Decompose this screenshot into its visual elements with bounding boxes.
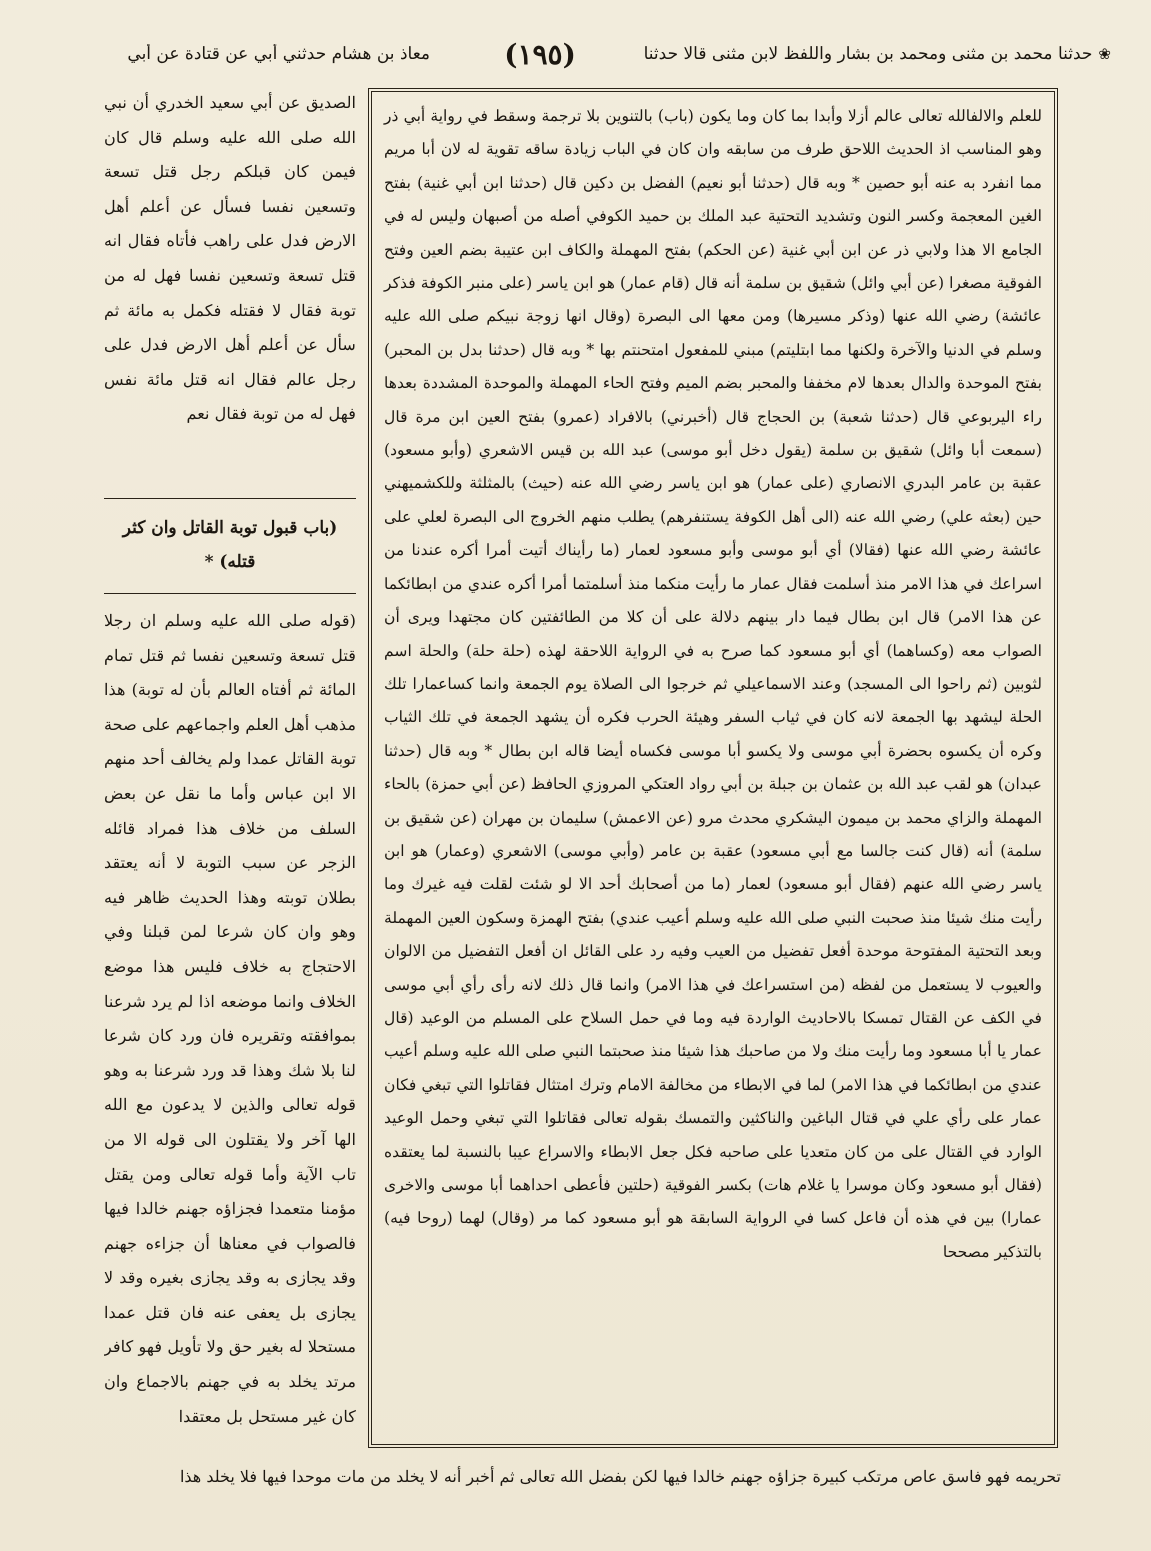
commentary-frame — [368, 88, 1058, 1448]
margin-column — [104, 40, 356, 1460]
flower-ornament-icon: ❀ — [1098, 45, 1111, 63]
header-hadith-text — [571, 44, 1111, 64]
margin-divider — [104, 498, 356, 499]
margin-divider — [104, 593, 356, 594]
header-left-text: معاذ بن هشام حدثني أبي عن قتادة عن أبي — [127, 44, 430, 64]
margin-commentary-text: (قوله صلى الله عليه وسلم ان رجلا قتل تسعة وتسعين نفسا ثم قتل تمام المائة ثم أفتاه العالم بأن له توبة) هذا مذهب أهل العلم واجماعهم على صحة توبة القاتل عمدا ولم يخالف أحد منهم الا ابن عباس وأما ما نقل عن بعض السلف من خلاف هذا فمراد قائله الزجر عن سبب التوبة لا أنه يعتقد بطلان توبته وهذا الحديث ظاهر فيه وهو وان كان شرعا لمن قبلنا وفي الاحتجاج به خلاف فليس هذا موضع الخلاف وانما موضعه اذا لم يرد شرعنا بموافقته وتقريره فان ورد كان شرعا لنا بلا شك وهذا قد ورد شرعنا به وهو قوله تعالى والذين لا يدعون مع الله الها آخر ولا يقتلون الى قوله الا من تاب الآية وأما قوله تعالى ومن يقتل مؤمنا متعمدا فجزاؤه جهنم خالدا فيها فالصواب في معناها أن جزاءه جهنم وقد يجازى به وقد يجازى بغيره وقد لا يجازى بل يعفى عنه فان قتل عمدا مستحلا له بغير حق ولا تأويل فهو كافر مرتد يخلد به في جهنم بالاجماع وان كان غير مستحل بل معتقدا — [104, 611, 356, 1426]
footer-continuation-line: تحريمه فهو فاسق عاص مرتكب كبيرة جزاؤه جهنم خالدا فيها لكن بفضل الله تعالى ثم أخبر أنه لا يخلد من مات موحدا فيها فلا يخلد هذا — [179, 1467, 1061, 1486]
commentary-column — [384, 100, 1042, 1269]
header-right-text: حدثنا محمد بن مثنى ومحمد بن بشار واللفظ لابن مثنى قالا حدثنا — [643, 44, 1093, 64]
chapter-title: (باب قبول توبة القاتل وان كثر قتله) * — [122, 518, 338, 572]
margin-hadith-text: الصديق عن أبي سعيد الخدري أن نبي الله صلى الله عليه وسلم قال كان فيمن كان قبلكم رجل قتل تسعة وتسعين نفسا فسأل عن أعلم أهل الارض فدل على راهب فأتاه فقال انه قتل تسعة وتسعين نفسا فهل له من توبة فقال لا فقتله فكمل به مائة ثم سأل عن أعلم أهل الارض فدل على رجل عالم فقال انه قتل مائة نفس فهل له من توبة فقال نعم — [104, 93, 356, 424]
commentary-paragraph: للعلم والالفالله تعالى عالم أزلا وأبدا بما كان وما يكون (باب) بالتنوين بلا ترجمة وسقط في رواية أبي ذر وهو المناسب اذ الحديث اللاحق طرف من سابقه وان كان في الباب زيادة ساقه تقوية له لان أبا مريم مما انفرد به عنه أبو حصين * وبه قال (حدثنا أبو نعيم) الفضل بن دكين قال (حدثنا ابن أبي غنية) بفتح الغين المعجمة وكسر النون وتشديد التحتية عبد الملك بن حميد الكوفي أصله من أصبهان وليس له في الجامع الا هذا ولابي ذر عن ابن أبي غنية (عن الحكم) بفتح المهملة والكاف ابن عتيبة بضم العين وفتح الفوقية مصغرا (عن أبي وائل) شقيق بن سلمة أنه قال (قام عمار) هو ابن ياسر (على منبر الكوفة فذكر عائشة) رضي الله عنها (وذكر مسيرها) ومن معها الى البصرة (وقال انها زوجة نبيكم صلى الله عليه وسلم في الدنيا والآخرة ولكنها مما ابتليتم) مبني للمفعول امتحنتم بها * وبه قال (حدثنا بدل بن المحبر) بفتح الموحدة والدال بعدها لام مخففا والمحبر بضم الميم وفتح الحاء المهملة والموحدة المشددة بعدها راء اليربوعي قال (حدثنا شعبة) بن الحجاج قال (أخبرني) بالافراد (عمرو) بفتح العين ابن مرة قال (سمعت أبا وائل) شقيق بن سلمة (يقول دخل أبو موسى) عبد الله بن قيس الاشعري (وأبو مسعود) عقبة بن عامر البدري الانصاري (على عمار) هو ابن ياسر رضي الله عنه (حيث) بالمثلثة وللكشميهني حين (بعثه علي) رضي الله عنه (الى أهل الكوفة يستنفرهم) يطلب منهم الخروج الى البصرة لعلي على عائشة رضي الله عنها (فقالا) أي أبو موسى وأبو مسعود لعمار (ما رأيناك أتيت أمرا أكره عندنا من اسراعك في هذا الامر منذ أسلمت فقال عمار ما رأيت منكما منذ أسلمتما أمرا أكره عندي من ابطائكما عن هذا الامر) قال ابن بطال فيما دار بينهم دلالة على أن كلا من الطائفتين كان مجتهدا ويرى أن الصواب معه (وكساهما) أي أبو مسعود كما صرح به في الرواية اللاحقة لهذه (حلة حلة) والحلة اسم لثوبين (ثم راحوا الى المسجد) وعند الاسماعيلي ثم خرجوا الى الصلاة يوم الجمعة وانما كساعمارا تلك الحلة ليشهد بها الجمعة لانه كان في ثياب السفر وهيئة الحرب فكره أن يشهد الجمعة في تلك الثياب وكره أن يكسوه بحضرة أبي موسى ولا يكسو أبا موسى فكساه أيضا قاله ابن بطال * وبه قال (حدثنا عبدان) هو لقب عبد الله بن عثمان بن جبلة بن أبي رواد العتكي المروزي الحافظ (عن أبي حمزة) بالحاء المهملة والزاي محمد بن ميمون اليشكري محدث مرو (عن الاعمش) سليمان بن مهران (عن شقيق بن سلمة) أنه (قال كنت جالسا مع أبي مسعود) عقبة بن عامر (وأبي موسى) الاشعري (وعمار) هو ابن ياسر رضي الله عنهم (فقال أبو مسعود) لعمار (ما من أصحابك أحد الا لو شئت لقلت فيه غيرك وما رأيت منك شيئا منذ صحبت النبي صلى الله عليه وسلم أعيب عندي) بفتح الهمزة وسكون العين المهملة وبعد التحتية المفتوحة موحدة أفعل تفضيل من العيب وفيه رد على القائل ان أفعل التفضيل من الالوان والعيوب لا يستعمل من لفظه (من استسراعك في هذا الامر) وانما قال ذلك لانه رأى رأي أبي موسى في الكف عن القتال تمسكا بالاحاديث الواردة فيه وما في حمل السلاح على المسلم من الوعيد (قال عمار يا أبا مسعود وما رأيت منك ولا من صاحبك هذا شيئا منذ صحبتما النبي صلى الله عليه وسلم أعيب عندي من ابطائكما في هذا الامر) لما في الابطاء من مخالفة الامام وترك امتثال فقاتلوا التي تبغي فكان عمار على رأي علي في قتال الباغين والناكثين والتمسك بقوله تعالى فقاتلوا التي تبغي وحمل الوعيد الوارد في القتال على من كان متعديا على صاحبه فكل جعل الابطاء والاسراع عيبا بالنسبة لما يعتقده (فقال أبو مسعود وكان موسرا يا غلام هات) بكسر الفوقية (حلتين فأعطى احداهما أبا موسى والاخرى عمارا) بين في هذه أن فاعل كسا في الرواية السابقة هو أبو مسعود كما مر (وقال) لهما (روحا فيه) بالتذكير مصححا — [384, 107, 1042, 1261]
margin-commentary-section — [104, 604, 356, 1534]
page-number: (١٩٥) — [504, 38, 576, 71]
margin-hadith-section — [104, 86, 356, 486]
